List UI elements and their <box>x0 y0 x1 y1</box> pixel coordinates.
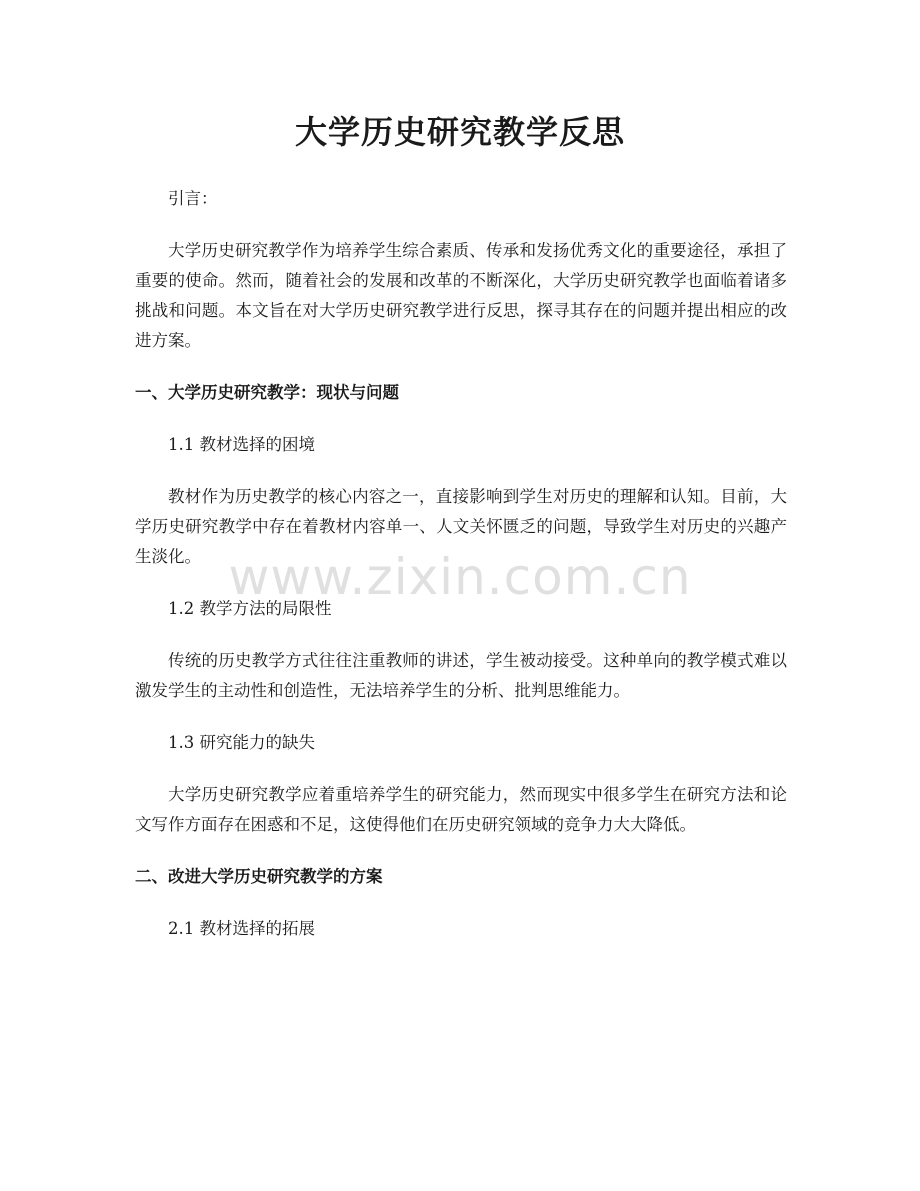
section1-sub2-text: 传统的历史教学方式往往注重教师的讲述，学生被动接受。这种单向的教学模式难以激发学生的主动性和创造性，无法培养学生的分析、批判思维能力。 <box>135 651 787 700</box>
watermark: www.zixin.com.cn <box>228 548 692 606</box>
document-body <box>135 184 787 966</box>
section1-sub3-text: 大学历史研究教学应着重培养学生的研究能力，然而现实中很多学生在研究方法和论文写作方面存在困惑和不足，这使得他们在历史研究领域的竞争力大大降低。 <box>135 785 787 834</box>
section1-sub2-title: 1.2 教学方法的局限性 <box>168 599 332 618</box>
section1-sub1-text: 教材作为历史教学的核心内容之一，直接影响到学生对历史的理解和认知。目前，大学历史研究教学中存在着教材内容单一、人文关怀匮乏的问题，导致学生对历史的兴趣产生淡化。 <box>135 487 787 566</box>
intro-label: 引言： <box>168 189 218 208</box>
intro-paragraph: 大学历史研究教学作为培养学生综合素质、传承和发扬优秀文化的重要途径，承担了重要的使命。然而，随着社会的发展和改革的不断深化，大学历史研究教学也面临着诸多挑战和问题。本文旨在对大学历史研究教学进行反思，探寻其存在的问题并提出相应的改进方案。 <box>135 241 787 350</box>
section1-sub1-title: 1.1 教材选择的困境 <box>168 435 315 454</box>
section1-heading: 一、大学历史研究教学：现状与问题 <box>135 383 399 402</box>
section2-heading: 二、改进大学历史研究教学的方案 <box>135 867 383 886</box>
section2-sub1-title: 2.1 教材选择的拓展 <box>168 919 315 938</box>
section1-sub3-title: 1.3 研究能力的缺失 <box>168 733 315 752</box>
document-title: 大学历史研究教学反思 <box>294 113 625 151</box>
